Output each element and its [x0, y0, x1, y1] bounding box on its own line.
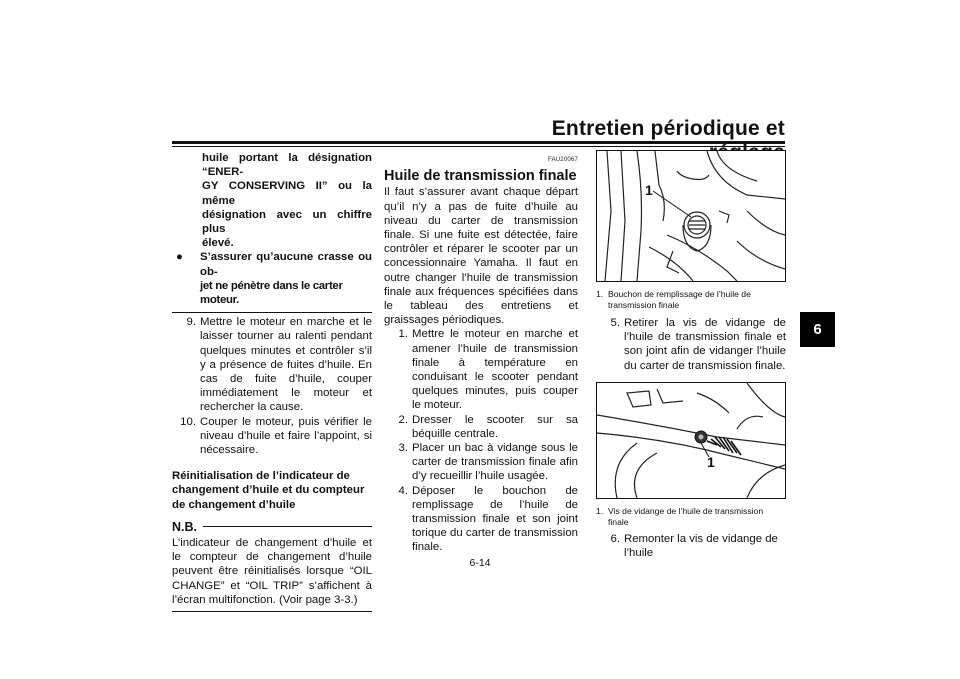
- left-column: [172, 151, 372, 612]
- bullet-item: [172, 250, 372, 307]
- step-text: Retirer la vis de vidange de l’huile de transmission finale et son joint afin de vidanger l’huile du carter de transmission finale.: [624, 317, 786, 372]
- reset-heading: Réinitialisation de l’indicateur de changement d’huile et du compteur de changement d’huile: [172, 470, 365, 511]
- section-heading: Huile de transmission finale: [384, 168, 577, 185]
- step-text: Déposer le bouchon de remplissage de l’huile de transmission finale et son joint torique du carter de transmission finale.: [412, 484, 578, 554]
- step-number: 3.: [398, 442, 408, 455]
- step-number: 5.: [610, 317, 620, 329]
- caption-number: 1.: [596, 506, 604, 516]
- reference-code: FAU20067: [548, 157, 578, 163]
- figure-callout: 1: [707, 454, 715, 470]
- caption-line: transmission finale: [608, 299, 680, 310]
- step-number: 2.: [398, 413, 408, 426]
- nb-text: L’indicateur de changement d’huile et le compteur de changement d’huile peuvent être réinitialisés lorsque “OIL CHANGE” et “OIL TRIP” s’affichent à l’écran multifonction. (Voir page 3-3.): [172, 537, 372, 606]
- step-1: [384, 327, 578, 412]
- step-6: [596, 532, 786, 560]
- figure-filler-cap: [596, 150, 786, 282]
- step-10: [172, 415, 372, 458]
- nb-rule: [203, 526, 372, 527]
- caption-line: Bouchon de remplissage de l’huile de: [608, 289, 751, 299]
- middle-column: [384, 153, 578, 555]
- caption-2: [596, 506, 786, 527]
- step-5: [596, 316, 786, 373]
- step-text: Mettre le moteur en marche et amener l’huile de transmission finale à température en conduisant le scooter pendant quelques minutes, puis couper le moteur.: [412, 328, 578, 412]
- step-4: [384, 484, 578, 555]
- step-2: [384, 413, 578, 441]
- step-text: Mettre le moteur en marche et le laisser tourner au ralenti pendant quelques minutes et contrôler s’il y a présence de fuites d’huile. En cas de fuite d’huile, couper immédiatement le moteur et rechercher la cause.: [200, 316, 372, 414]
- caption-line: Vis de vidange de l’huile de transmission: [608, 506, 764, 516]
- header-rule-thin: [172, 146, 785, 147]
- bullet-line: S’assurer qu’aucune crasse ou ob-: [200, 251, 372, 278]
- nb-bottom-rule: [172, 611, 372, 612]
- step-6-block: [596, 532, 786, 560]
- figure-callout: 1: [645, 182, 653, 198]
- bullet-line: huile portant la désignation “ENER-: [202, 152, 372, 179]
- step-number: 10.: [180, 415, 196, 428]
- page-number: 6-14: [469, 557, 491, 569]
- step-text: Dresser le scooter sur sa béquille centrale.: [412, 413, 578, 440]
- bullet-line: GY CONSERVING II” ou la même: [202, 180, 372, 207]
- bullet-continuation: [172, 151, 372, 250]
- bullet-line: élevé.: [202, 237, 234, 250]
- figure-drain-bolt: [596, 382, 786, 499]
- step-text: Couper le moteur, puis vérifier le niveau d’huile et faire l’appoint, si nécessaire.: [200, 415, 372, 457]
- step-number: 6.: [610, 533, 620, 545]
- caption-line: finale: [608, 516, 629, 527]
- header-rule: [172, 141, 785, 144]
- chapter-tab: 6: [800, 312, 835, 347]
- step-number: 9.: [186, 316, 196, 329]
- nb-label: N.B.: [172, 519, 197, 534]
- step-9: [172, 315, 372, 414]
- caption-number: 1.: [596, 289, 604, 299]
- page-title: Entretien périodique et: [551, 117, 785, 140]
- drain-bolt-illustration: [597, 383, 785, 498]
- bullet-line: désignation avec un chiffre plus: [202, 208, 372, 236]
- step-number: 1.: [398, 328, 408, 341]
- caption-1: [596, 289, 786, 310]
- step-text: Placer un bac à vidange sous le carter de transmission finale afin d’y recueillir l’huile usagée.: [412, 442, 578, 483]
- intro-paragraph: Il faut s’assurer avant chaque départ qu’il n’y a pas de fuite d’huile au niveau du carter de transmission finale. Si une fuite est détectée, faire contrôler et réparer le scooter par un concessionnaire Yamaha. Il faut en outre changer l’huile de transmission finale aux fréquences spécifiées dans le tableau des entretiens et graissages périodiques.: [384, 186, 578, 327]
- step-text: Remonter la vis de vidange de l’huile: [624, 533, 778, 560]
- step-number: 4.: [398, 484, 408, 497]
- bullet-line: jet ne pénètre dans le carter moteur.: [200, 279, 343, 307]
- step-5-block: [596, 316, 786, 373]
- bullet-icon: ●: [176, 251, 183, 264]
- nb-header: [172, 520, 372, 534]
- filler-cap-illustration: [597, 151, 785, 281]
- warning-rule: [172, 312, 372, 313]
- step-3: [384, 441, 578, 484]
